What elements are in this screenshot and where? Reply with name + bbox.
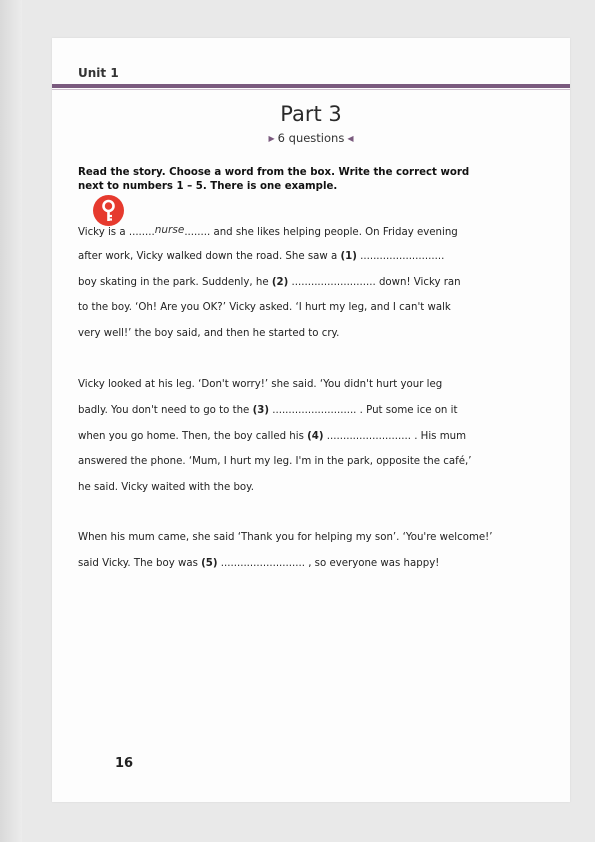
answer-blank[interactable]: ..........................: [356, 251, 445, 262]
story-line: when you go home. Then, the boy called his (4) .......................... . His mum: [78, 431, 467, 442]
triangle-right-icon: ▶: [268, 134, 275, 143]
question-count: [52, 131, 570, 145]
story-line: badly. You don't need to go to the (3) .......................... . Put some ice on it: [78, 405, 458, 416]
answer-blank[interactable]: .......................... down! Vicky ran: [288, 277, 461, 288]
gap-number: (1): [340, 251, 357, 262]
page-edge-shadow: [0, 0, 22, 842]
story-line: said Vicky. The boy was (5) .......................... , so everyone was happy!: [78, 558, 440, 569]
header-rule: [52, 84, 570, 88]
gap-number: (2): [271, 277, 289, 288]
story-line: boy skating in the park. Suddenly, he (2) .......................... down! Vicky ran: [78, 277, 461, 288]
workbook-page: [52, 38, 570, 802]
story-line: after work, Vicky walked down the road. She saw a (1) ..........................: [78, 251, 445, 262]
part-title: Part 3: [280, 102, 342, 126]
gap-number: (5): [201, 558, 218, 569]
story-line: Vicky looked at his leg. ‘Don't worry!’ she said. ‘You didn't hurt your leg: [78, 379, 443, 390]
story-line: very well!’ the boy said, and then he started to cry.: [78, 328, 340, 339]
story-line: Vicky is a ........nurse........ and she likes helping people. On Friday evening: [78, 224, 458, 238]
triangle-left-icon: ◀: [347, 134, 354, 143]
example-answer: nurse: [154, 224, 185, 236]
answer-blank[interactable]: .......................... , so everyone was happy!: [217, 558, 440, 569]
answer-key-icon[interactable]: [93, 195, 124, 226]
answer-blank[interactable]: .......................... . His mum: [323, 431, 467, 442]
instructions: Read the story. Choose a word from the box. Write the correct word next to numbers 1 – 5. There is one example.: [78, 167, 470, 192]
header-rule-thin: [52, 89, 570, 90]
page-number: 16: [115, 756, 134, 771]
story-line: When his mum came, she said ‘Thank you for helping my son’. ‘You're welcome!’: [78, 532, 493, 543]
story-line: to the boy. ‘Oh! Are you OK?’ Vicky asked. ‘I hurt my leg, and I can't walk: [78, 302, 451, 313]
gap-number: (4): [307, 431, 324, 442]
unit-label: Unit 1: [78, 66, 119, 80]
gap-number: (3): [252, 405, 269, 416]
answer-blank[interactable]: .......................... . Put some ice on it: [268, 405, 458, 416]
key-icon: [93, 195, 124, 226]
story-line: answered the phone. ‘Mum, I hurt my leg. I'm in the park, opposite the café,’: [78, 456, 472, 467]
question-count-label: 6 questions: [277, 131, 345, 145]
story-line: he said. Vicky waited with the boy.: [78, 482, 254, 493]
